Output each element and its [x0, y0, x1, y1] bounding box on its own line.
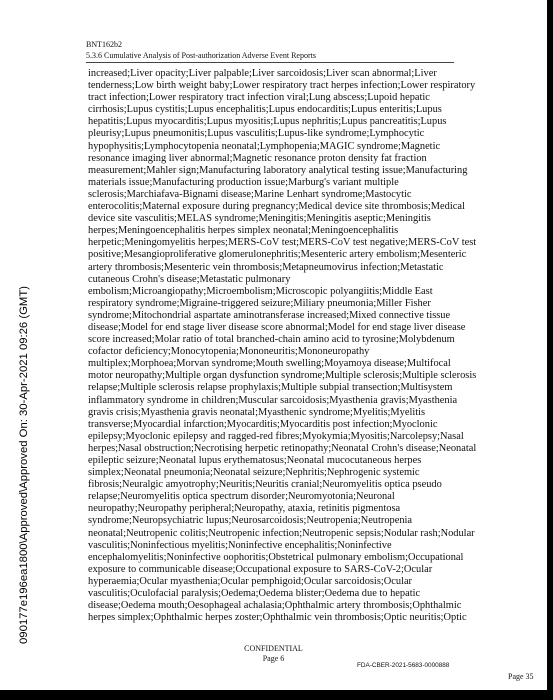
body-line: enterocolitis;Maternal exposure during pregnancy;Medical device site thrombosis;Medical — [88, 201, 465, 213]
body-line: materials issue;Manufacturing production issue;Marburg's variant multiple — [88, 176, 399, 188]
body-line: syndrome;Mitochondrial aspartate aminotransferase increased;Mixed connective tissue — [88, 309, 451, 321]
body-line: positive;Mesangioproliferative glomerulonephritis;Mesenteric artery embolism;Mesenteric — [88, 249, 467, 261]
body-line: cofactor deficiency;Monocytopenia;Mononeuritis;Mononeuropathy — [88, 346, 370, 358]
body-line: tract infection;Lower respiratory tract infection viral;Lung abscess;Lupoid hepatic — [88, 92, 430, 104]
body-line: multiplex;Morphoea;Morvan syndrome;Mouth swelling;Moyamoya disease;Multifocal — [88, 358, 451, 370]
section-title: 5.3.6 Cumulative Analysis of Post-authorization Adverse Event Reports — [86, 51, 316, 60]
body-line: cirrhosis;Lupus cystitis;Lupus encephalitis;Lupus endocarditis;Lupus enteritis;Lupus — [88, 104, 442, 116]
body-line: transverse;Myocardial infarction;Myocarditis;Myocarditis post infection;Myoclonic — [88, 418, 438, 430]
body-line: embolism;Microangiopathy;Microembolism;Microscopic polyangiitis;Middle East — [88, 285, 433, 297]
body-line: disease;Model for end stage liver disease score abnormal;Model for end stage liver disease — [88, 321, 466, 333]
body-line: syndrome;Neuropsychiatric lupus;Neurosarcoidosis;Neutropenia;Neutropenia — [88, 515, 413, 527]
body-line: herpes;Meningoencephalitis herpes simplex neonatal;Meningoencephalitis — [88, 225, 399, 237]
body-line: relapse;Neuromyelitis optica spectrum disorder;Neuromyotonia;Neuronal — [88, 491, 395, 503]
body-line: tenderness;Low birth weight baby;Lower respiratory tract herpes infection;Lower respiratory — [88, 80, 476, 92]
page-label: Page 6 — [262, 654, 285, 663]
body-line: herpes;Nasal obstruction;Necrotising herpetic retinopathy;Neonatal Crohn's disease;Neonatal — [88, 442, 477, 454]
body-line: epileptic seizure;Neonatal lupus erythematosus;Neonatal mucocutaneous herpes — [88, 455, 422, 466]
body-line: artery thrombosis;Mesenteric vein thrombosis;Metapneumovirus infection;Metastatic — [88, 261, 444, 273]
approval-stamp: 090177e196ea1800\Approved\Approved On: 30-Apr-2021 09:26 (GMT) — [18, 286, 30, 644]
body-line: sclerosis;Marchiafava-Bignami disease;Marine Lenhart syndrome;Mastocytic — [88, 188, 412, 200]
body-line: respiratory syndrome;Migraine-triggered seizure;Miliary pneumonia;Miller Fisher — [88, 297, 431, 309]
body-line: vasculitis;Oculofacial paralysis;Oedema;Oedema blister;Oedema due to hepatic — [88, 588, 421, 600]
body-line: exposure to communicable disease;Occupational exposure to SARS-CoV-2;Ocular — [88, 563, 433, 575]
body-line: herpetic;Meningomyelitis herpes;MERS-CoV test;MERS-CoV test negative;MERS-CoV test — [88, 237, 477, 249]
body-line: neonatal;Neutropenic colitis;Neutropenic infection;Neutropenic sepsis;Nodular rash;Nodular — [88, 527, 475, 539]
body-line: relapse;Multiple sclerosis relapse prophylaxis;Multiple subpial transection;Multisystem — [88, 382, 453, 394]
body-line: fibrosis;Neuralgic amyotrophy;Neuritis;Neuritis cranial;Neuromyelitis optica pseudo — [88, 479, 442, 491]
body-line: increased;Liver opacity;Liver palpable;Liver sarcoidosis;Liver scan abnormal;Liver — [88, 68, 437, 79]
page-number: Page 35 — [508, 672, 534, 681]
document-number: FDA-CBER-2021-5683-0000888 — [357, 662, 450, 669]
body-line: simplex;Neonatal pneumonia;Neonatal seizure;Nephritis;Nephrogenic systemic — [88, 467, 420, 479]
body-line: pleurisy;Lupus pneumonitis;Lupus vasculitis;Lupus-like syndrome;Lymphocytic — [88, 128, 425, 140]
body-line: gravis crisis;Myasthenia gravis neonatal;Myasthenic syndrome;Myelitis;Myelitis — [88, 406, 426, 418]
doc-id-header: BNT162b2 — [86, 40, 122, 49]
body-line: cutaneous Crohn's disease;Metastatic pulmonary — [88, 273, 291, 285]
body-line: herpes simplex;Ophthalmic herpes zoster;Ophthalmic vein thrombosis;Optic neuritis;Optic — [88, 612, 467, 624]
body-line: epilepsy;Myoclonic epilepsy and ragged-red fibres;Myokymia;Myositis;Narcolepsy;Nasal — [88, 430, 464, 442]
body-line: hyperaemia;Ocular myasthenia;Ocular pemphigoid;Ocular sarcoidosis;Ocular — [88, 575, 413, 587]
body-line: hepatitis;Lupus myocarditis;Lupus myositis;Lupus nephritis;Lupus pancreatitis;Lupus — [88, 116, 447, 128]
body-line: measurement;Mahler sign;Manufacturing laboratory analytical testing issue;Manufacturing — [88, 164, 468, 176]
body-line: hypophysitis;Lymphocytopenia neonatal;Lymphopenia;MAGIC syndrome;Magnetic — [88, 140, 441, 152]
body-line: disease;Oedema mouth;Oesophageal achalasia;Ophthalmic artery thrombosis;Ophthalmic — [88, 600, 462, 612]
body-line: device site vasculitis;MELAS syndrome;Meningitis;Meningitis aseptic;Meningitis — [88, 213, 431, 225]
body-line: score increased;Molar ratio of total branched-chain amino acid to tyrosine;Molybdenum — [88, 334, 455, 346]
body-line: encephalomyelitis;Noninfective oophoritis;Obstetrical pulmonary embolism;Occupational — [88, 551, 464, 563]
adverse-event-term-list — [88, 68, 483, 624]
body-line: resonance imaging liver abnormal;Magnetic resonance proton density fat fraction — [88, 152, 427, 164]
body-line: inflammatory syndrome in children;Muscular sarcoidosis;Myasthenia gravis;Myasthenia — [88, 394, 458, 406]
body-line: neuropathy;Neuropathy peripheral;Neuropathy, ataxia, retinitis pigmentosa — [88, 503, 401, 515]
confidential-label: CONFIDENTIAL — [244, 644, 303, 653]
header-divider — [86, 62, 454, 63]
body-line: vasculitis;Noninfectious myelitis;Noninfective encephalitis;Noninfective — [88, 539, 392, 551]
body-line: motor neuropathy;Multiple organ dysfunction syndrome;Multiple sclerosis;Multiple sclerosis — [88, 370, 477, 382]
